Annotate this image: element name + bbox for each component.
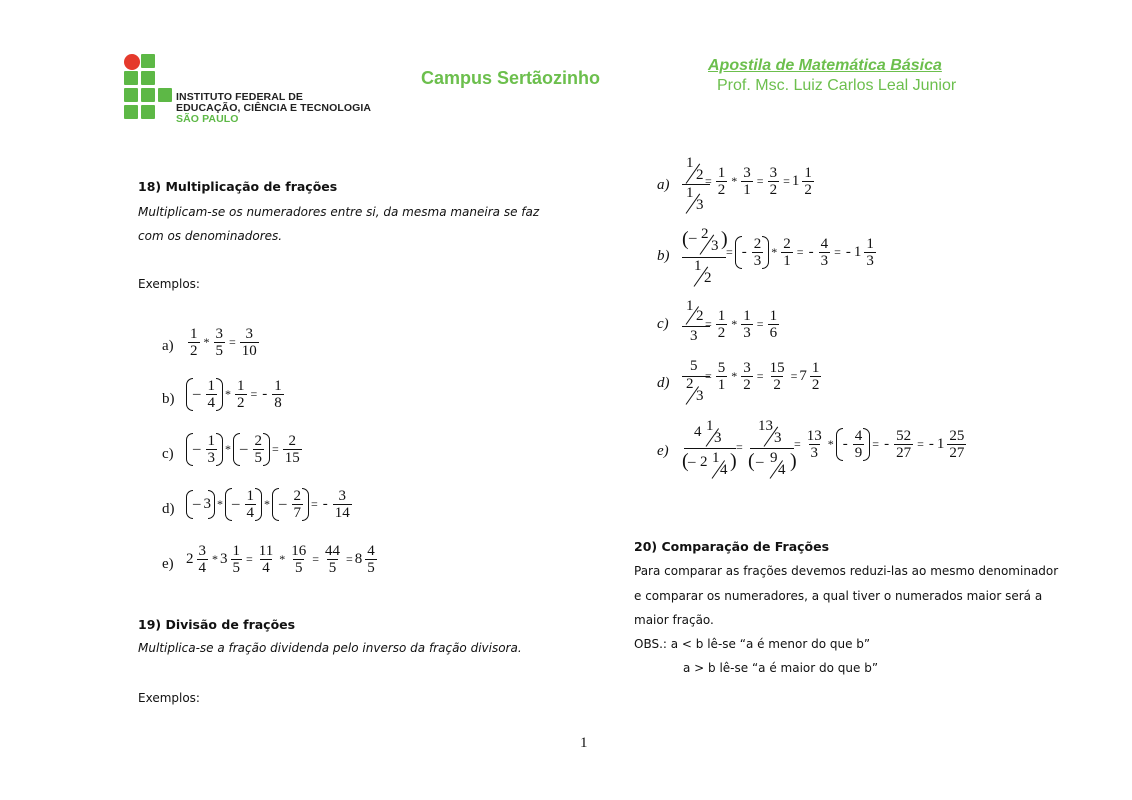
example-label: b)	[162, 391, 175, 407]
equation-19c: = $\frac{1}{2}$ * $\frac{1}{3}$ = $\frac{1}{6}$	[705, 308, 778, 341]
logo-red-dot	[124, 54, 140, 70]
section-18-desc-line1: Multiplicam-se os numeradores entre si, da mesma maneira se faz	[138, 205, 540, 219]
equation-18e: 2 3 4 * 3 $\frac{1}{5}$ = $\frac{11}{4}$ * $\frac{16}{5}$ = $\frac{44}{5}$ = 8 4 5	[186, 543, 375, 576]
equation-19a: = $\frac{1}{2}$ * $\frac{3}{1}$ = $\frac{3}{2}$ = 1 1 2	[705, 165, 812, 198]
complex-fraction-20b: ( – 2 3 ) 1 2	[682, 226, 728, 286]
institute-logo	[122, 52, 372, 128]
example-label: e)	[657, 443, 669, 459]
section-18-examples-label: Exemplos:	[138, 277, 200, 291]
equation-19d: = $\frac{5}{1}$ * $\frac{3}{2}$ = $\frac{15}{2}$ = 7 1 2	[705, 360, 820, 393]
complex-fraction-20a: 1 2 1 3	[680, 155, 714, 213]
campus-name: Campus Sertãozinho	[421, 68, 601, 88]
section-20-line2: e comparar os numeradores, a qual tiver o numerados maior será a	[634, 589, 1043, 603]
section-20-obs2: a > b lê-se “a é maior do que b”	[683, 661, 879, 675]
document-author: Prof. Msc. Luiz Carlos Leal Junior	[717, 77, 957, 94]
document-title: Apostila de Matemática Básica	[708, 57, 942, 74]
example-label: b)	[657, 248, 670, 264]
logo-mark-icon	[122, 52, 170, 124]
equation-19b: = - 2 3 * $\frac{2}{1}$ = - $\frac{4}{3}$ = - 1 1 3	[726, 236, 874, 269]
example-label: d)	[657, 375, 670, 391]
example-label: d)	[162, 501, 175, 517]
equation-18b: – 1 4 * $\frac{1}{2}$ = - 1 8	[186, 378, 286, 411]
eq-sign: =	[736, 440, 743, 454]
complex-fraction-20e-left: 4 1 3 ( – 2 1 4 )	[682, 418, 737, 478]
section-19-desc: Multiplica-se a fração dividenda pelo inverso da fração divisora.	[138, 641, 522, 655]
section-19-examples-label: Exemplos:	[138, 691, 200, 705]
section-20-line1: Para comparar as frações devemos reduzi-las ao mesmo denominador	[634, 564, 1059, 578]
example-label: e)	[162, 556, 174, 572]
equation-18d: – 3 * – 1 4 * – 2 7 = - 3 14	[186, 488, 354, 521]
section-20-line3: maior fração.	[634, 613, 714, 627]
example-label: a)	[657, 177, 670, 193]
equation-18c: – 1 3 * – 2 5 = $\frac{2}{15}$	[186, 433, 304, 466]
equation-19e: = $\frac{13}{3}$ * - 4 9 = - $\frac{52}{27}$ = - 1 25 27	[794, 428, 965, 461]
section-19-title: 19) Divisão de frações	[138, 617, 296, 632]
example-label: a)	[162, 338, 174, 354]
complex-fraction-20c: 1 2 3	[680, 298, 714, 346]
section-20-title: 20) Comparação de Frações	[634, 539, 830, 554]
section-18-title: 18) Multiplicação de frações	[138, 179, 338, 194]
section-20-obs1: OBS.: a < b lê-se “a é menor do que b”	[634, 637, 871, 651]
complex-fraction-20e-mid: 13 3 ( – 9 4 )	[748, 418, 797, 478]
page-number: 1	[580, 735, 588, 751]
equation-18a: 1 2 * $\frac{3}{5}$ = $\frac{3}{10}$	[190, 326, 257, 359]
logo-text: INSTITUTO FEDERAL DE EDUCAÇÃO, CIÊNCIA E TECNOLOGIA SÃO PAULO	[176, 91, 372, 125]
example-label: c)	[162, 446, 174, 462]
complex-fraction-20d: 5 2 3	[680, 358, 714, 408]
example-label: c)	[657, 316, 669, 332]
section-18-desc-line2: com os denominadores.	[138, 229, 283, 243]
